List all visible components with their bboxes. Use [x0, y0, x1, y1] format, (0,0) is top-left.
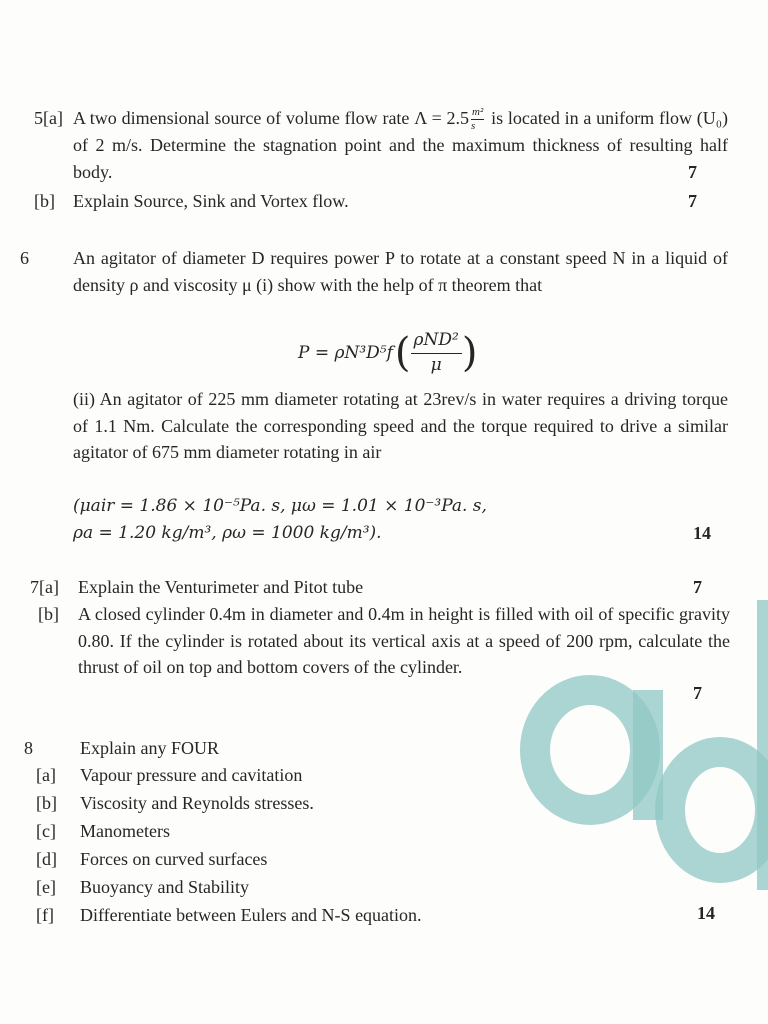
q6-marks: 14 — [693, 523, 711, 543]
q8-heading: Explain any FOUR — [80, 738, 219, 758]
q6-formula-num: ρND² — [411, 331, 462, 354]
q6-part2: (ii) An agitator of 225 mm diameter rotating at 23rev/s in water requires a driving torque of 1.1 Nm. Calculate the corresponding speed and the torque required to drive a similar agitator of 675 mm diameter rotating in air — [73, 389, 728, 462]
q7b-text: A closed cylinder 0.4m in diameter and 0.4m in height is filled with oil of specific gravity 0.80. If the cylinder is rotated about its vertical axis at a speed of 200 rpm, calculate the thrust of oil on top and bottom covers of the cylinder. — [78, 604, 730, 677]
q8-item-text: Forces on curved surfaces — [80, 849, 268, 869]
q5a-text — [73, 105, 728, 185]
q8-label: 8 — [24, 738, 33, 758]
q6-label: 6 — [20, 248, 29, 268]
q8-marks: 14 — [697, 903, 715, 923]
q5b-text: Explain Source, Sink and Vortex flow. — [73, 191, 349, 211]
q6-formula-den: μ — [430, 354, 442, 375]
q7a-text: Explain the Venturimeter and Pitot tube — [78, 577, 364, 597]
q5a-unit-den: s — [471, 120, 476, 133]
q8-item-label: [d] — [36, 849, 57, 869]
q5b-marks: 7 — [688, 191, 697, 211]
q7a-label: 7[a] — [30, 577, 59, 597]
q8-item-label: [e] — [36, 877, 56, 897]
q8-item — [36, 762, 696, 790]
q5a-marks: 7 — [688, 162, 697, 182]
q5a-text-pre: A two dimensional source of volume flow rate Λ = 2.5 — [73, 108, 470, 128]
q8-item — [36, 818, 696, 846]
q6-formula: P = ρN³D⁵f ( ρND² μ ) — [298, 329, 478, 376]
q8-item — [36, 902, 696, 930]
q7b-label: [b] — [38, 604, 59, 624]
q8-item-text: Manometers — [80, 821, 170, 841]
q7b-marks: 7 — [693, 683, 702, 703]
q6-formula-left: P = ρN³D⁵f — [298, 343, 393, 363]
q8-item-text: Vapour pressure and cavitation — [80, 765, 303, 785]
q8-item-label: [b] — [36, 793, 57, 813]
q6-data-line2: ρa = 1.20 kg/m³, ρω = 1000 kg/m³). — [73, 523, 382, 543]
q8-item-label: [c] — [36, 821, 56, 841]
q5a-unit-num: m² — [472, 106, 484, 119]
q8-item — [36, 874, 696, 902]
q8-item-label: [f] — [36, 905, 54, 925]
q8-item-label: [a] — [36, 765, 56, 785]
q8-item — [36, 846, 696, 874]
q8-item-text: Differentiate between Eulers and N-S equation. — [80, 905, 422, 925]
q6-data-line1: (μair = 1.86 × 10⁻⁵Pa. s, μω = 1.01 × 10⁻³Pa. s, — [73, 496, 487, 516]
q5a-unit-fraction — [471, 107, 484, 132]
q7a-marks: 7 — [693, 577, 702, 597]
q8-item-text: Buoyancy and Stability — [80, 877, 249, 897]
q5b-label: [b] — [34, 191, 55, 211]
q8-item-list — [36, 762, 696, 930]
q6-intro: An agitator of diameter D requires power P to rotate at a constant speed N in a liquid of density ρ and viscosity μ (i) show with the help of π theorem that — [73, 248, 728, 295]
q8-item — [36, 790, 696, 818]
q5a-label: 5[a] — [34, 108, 63, 128]
q5a-text-post: is located in a uniform flow (U₀) of 2 m/s. Determine the stagnation point and the maximum thickness of resulting half body. — [73, 108, 728, 182]
q8-item-text: Viscosity and Reynolds stresses. — [80, 793, 314, 813]
